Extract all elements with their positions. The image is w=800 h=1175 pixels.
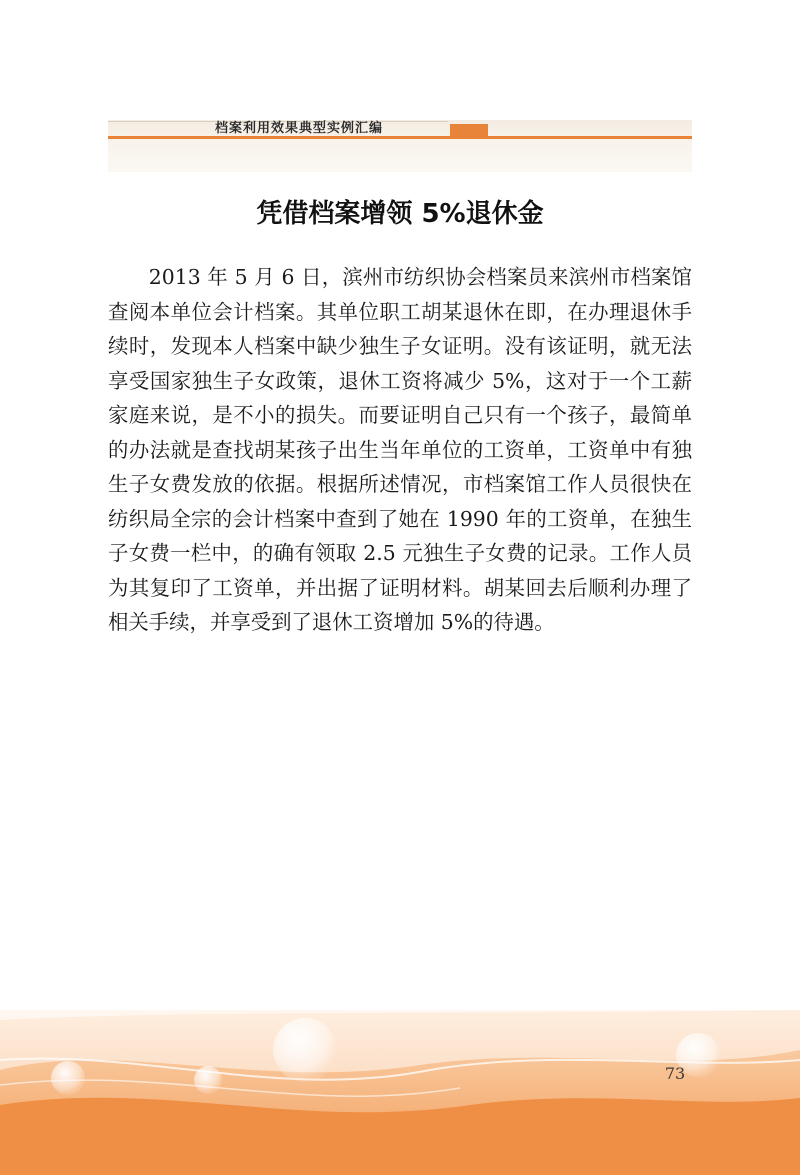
header-accent-block: [450, 124, 488, 138]
footer-decoration: [0, 1010, 800, 1175]
decor-bubble: [51, 1061, 85, 1095]
decor-bubble: [273, 1018, 337, 1082]
article-title: 凭借档案增领 5%退休金: [256, 199, 544, 229]
running-header-title: 档案利用效果典型实例汇编: [215, 121, 384, 136]
article-body: 2013 年 5 月 6 日，滨州市纺织协会档案员来滨州市档案馆查阅本单位会计档案。其单位职工胡某退休在即，在办理退休手续时，发现本人档案中缺少独生子女证明。没有该证明，就无法享受国家独生子女政策，退休工资将减少 5%，这对于一个工薪家庭来说，是不小的损失。而要证明自己只有一个孩子，最简单的办法就是查找胡某孩子出生当年单位的工资单，工资单中有独生子女费发放的依据。根据所述情况，市档案馆工作人员很快在纺织局全宗的会计档案中查到了她在 1990 年的工资单，在独生子女费一栏中，的确有领取 2.5 元独生子女费的记录。工作人员为其复印了工资单，并出据了证明材料。胡某回去后顺利办理了相关手续，并享受到了退休工资增加 5%的待遇。: [108, 265, 692, 634]
page-number: 73: [664, 1064, 686, 1083]
decor-bubble: [194, 1066, 222, 1094]
